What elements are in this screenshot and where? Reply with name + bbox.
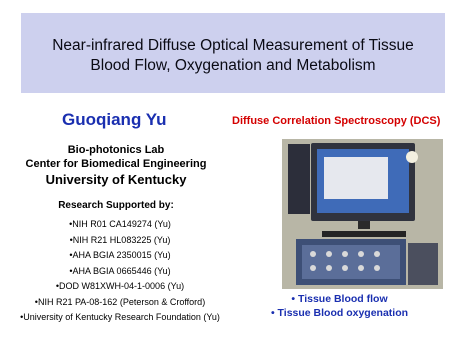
keyboard <box>322 231 406 237</box>
grant-item: •DOD W81XWH-04-1-0006 (Yu) <box>55 281 185 291</box>
grant-item: •AHA BGIA 0665446 (Yu) <box>69 265 171 276</box>
lamp <box>406 151 418 163</box>
grant-item: •University of Kentucky Research Foundation (Yu) <box>20 312 220 322</box>
software-window <box>324 157 388 199</box>
grant-item: •AHA BGIA 2350015 (Yu) <box>69 250 171 260</box>
title-line-1: Near-infrared Diffuse Optical Measurement of Tissue <box>52 37 414 54</box>
lab-name: Bio-photonics Lab <box>67 144 165 156</box>
panel-connector <box>374 251 380 257</box>
panel-connector <box>358 251 364 257</box>
title-line-2: Blood Flow, Oxygenation and Metabolism <box>90 57 376 74</box>
grant-item: •NIH R21 HL083225 (Yu) <box>69 234 171 245</box>
measurement-list <box>232 292 447 320</box>
dcs-heading: Diffuse Correlation Spectroscopy (DCS) <box>232 115 441 127</box>
panel-connector <box>326 265 332 271</box>
grant-item: •NIH R21 PA-08-162 (Peterson & Crofford) <box>34 296 206 307</box>
side-monitor <box>288 144 310 214</box>
panel-connector <box>310 265 316 271</box>
panel-connector <box>342 265 348 271</box>
side-unit <box>408 243 438 285</box>
center-name: Center for Biomedical Engineering <box>25 158 207 170</box>
measurement-blood-flow: • Tissue Blood flow <box>291 293 388 305</box>
panel-connector <box>342 251 348 257</box>
grant-item: •NIH R01 CA149274 (Yu) <box>69 219 171 229</box>
monitor-stand <box>358 221 370 229</box>
instrument-panel <box>302 245 400 279</box>
author-name: Guoqiang Yu <box>62 110 167 129</box>
panel-connector <box>358 265 364 271</box>
slide-title <box>21 36 445 76</box>
panel-connector <box>310 251 316 257</box>
university-name: University of Kentucky <box>45 172 187 187</box>
panel-connector <box>374 265 380 271</box>
grant-list <box>0 217 240 326</box>
dcs-instrument-photo <box>282 139 443 289</box>
support-heading: Research Supported by: <box>58 200 174 211</box>
panel-connector <box>326 251 332 257</box>
measurement-blood-oxygenation: • Tissue Blood oxygenation <box>270 307 409 319</box>
